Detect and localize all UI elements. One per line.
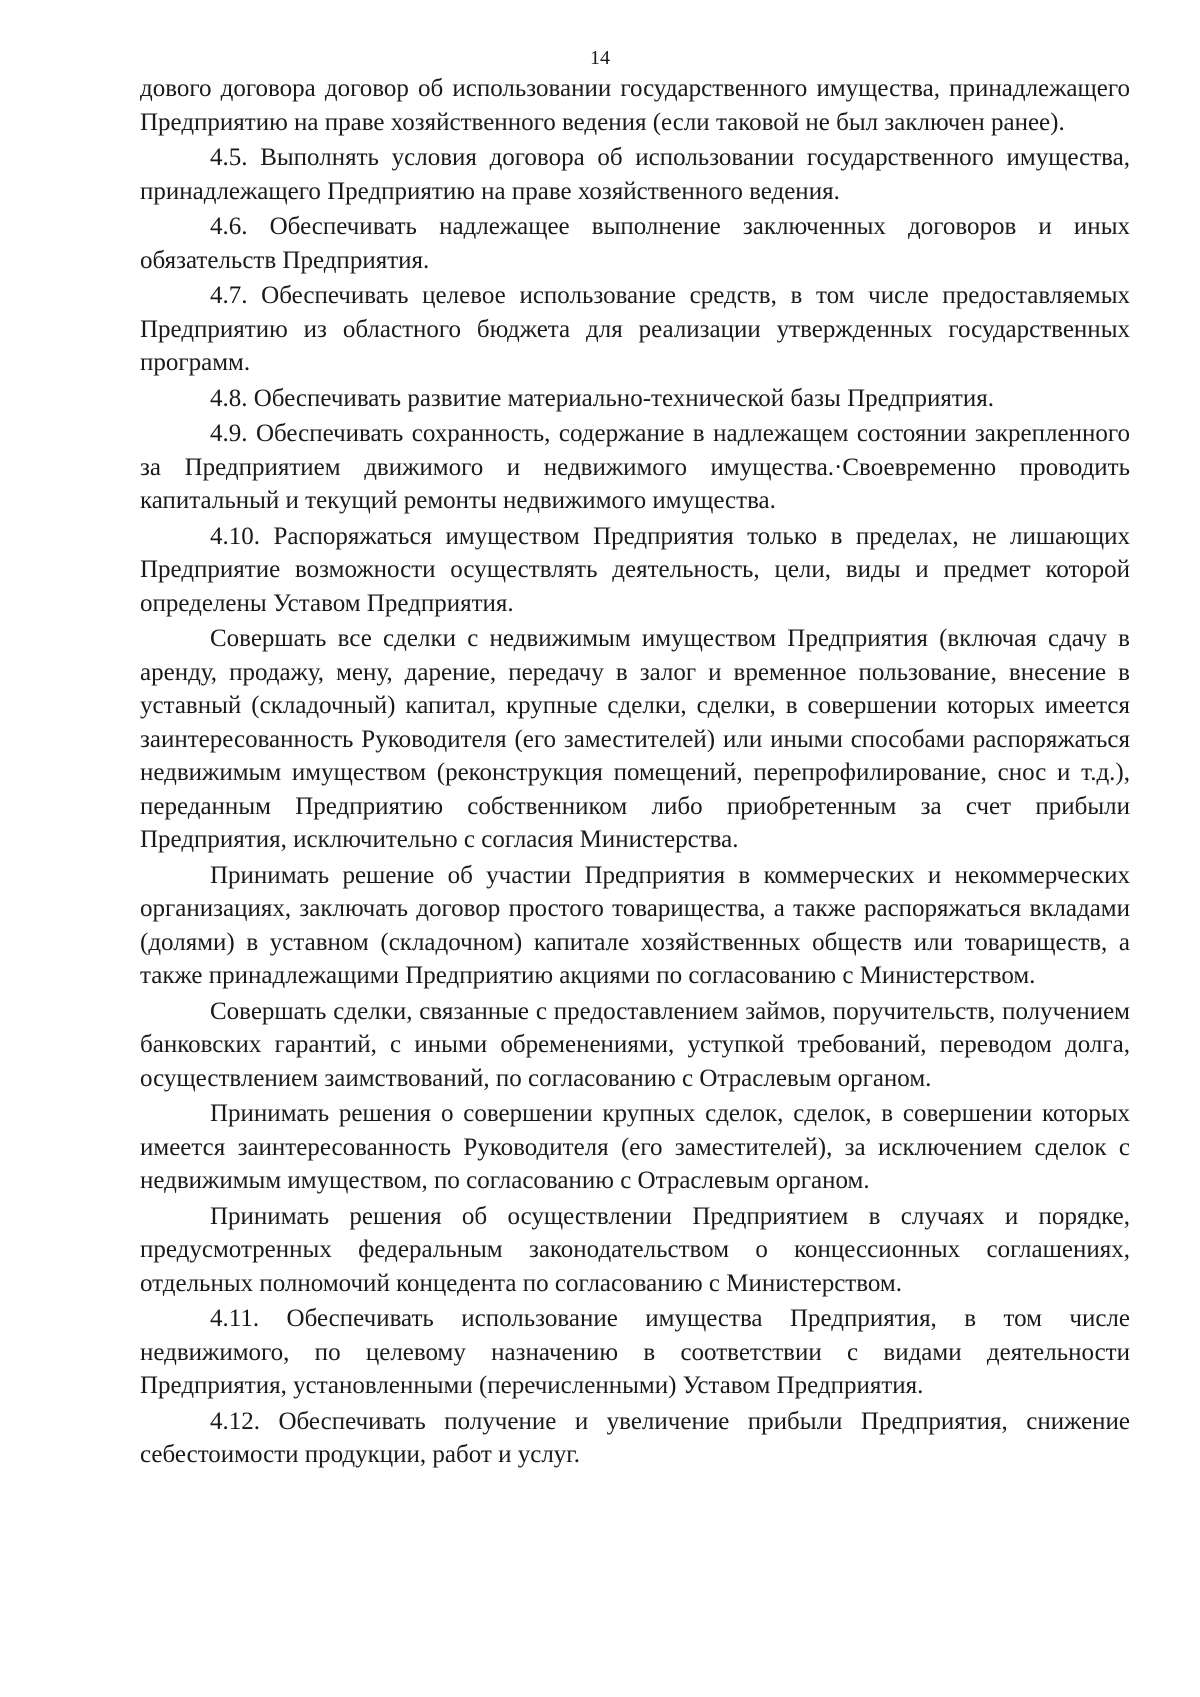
document-body <box>140 72 1130 1472</box>
paragraph-major-deals: Принимать решения о совершении крупных сделок, сделок, в совершении которых имеется заинтересованность Руководителя (его заместителей), за исключением сделок с недвижимым имуществом, по согласованию с Отраслевым органом. <box>140 1100 1130 1194</box>
paragraph-loans: Совершать сделки, связанные с предоставлением займов, поручительств, получением банковских гарантий, с иными обременениями, уступкой требований, переводом долга, осуществлением заимствований, по согласованию с Отраслевым органом. <box>140 997 1130 1092</box>
paragraph-4-9: 4.9. Обеспечивать сохранность, содержание в надлежащем состоянии закрепленного за Предприятием движимого и недвижимого имущества.·Своевременно проводить капитальный и текущий ремонты недвижимого имущества. <box>140 420 1130 514</box>
paragraph-4-8: 4.8. Обеспечивать развитие материально-технической базы Предприятия. <box>210 384 994 412</box>
paragraph-concession: Принимать решения об осуществлении Предприятием в случаях и порядке, предусмотренных федеральным законодательством о концессионных соглашениях, отдельных полномочий концедента по согласованию с Министерством. <box>140 1202 1130 1297</box>
paragraph-4-5: 4.5. Выполнять условия договора об использовании государственного имущества, принадлежащего Предприятию на праве хозяйственного ведения. <box>140 144 1130 205</box>
paragraph-4-6: 4.6. Обеспечивать надлежащее выполнение заключенных договоров и иных обязательств Предприятия. <box>140 213 1130 274</box>
paragraph-continuation: дового договора договор об использовании государственного имущества, принадлежащего Предприятию на праве хозяйственного ведения (если таковой не был заключен ранее). <box>140 75 1130 136</box>
paragraph-real-estate-deals: Совершать все сделки с недвижимым имуществом Предприятия (включая сдачу в аренду, продажу, мену, дарение, передачу в залог и временное пользование, внесение в уставный (складочный) капитал, крупные сделки, сделки, в совершении которых имеется заинтересованность Руководителя (его заместителей) или иными способами распоряжаться недвижимым имуществом (реконструкция помещений, перепрофилирование, снос и т.д.), переданным Предприятию собственником либо приобретенным за счет прибыли Предприятия, исключительно с согласия Министерства. <box>140 625 1130 853</box>
paragraph-4-12: 4.12. Обеспечивать получение и увеличение прибыли Предприятия, снижение себестоимости продукции, работ и услуг. <box>140 1407 1130 1468</box>
paragraph-4-7: 4.7. Обеспечивать целевое использование средств, в том числе предоставляемых Предприятию из областного бюджета для реализации утвержденных государственных программ. <box>140 282 1130 376</box>
paragraph-4-10: 4.10. Распоряжаться имуществом Предприятия только в пределах, не лишающих Предприятие возможности осуществлять деятельность, цели, виды и предмет которой определены Уставом Предприятия. <box>140 522 1130 617</box>
paragraph-participation: Принимать решение об участии Предприятия в коммерческих и некоммерческих организациях, заключать договор простого товарищества, а также распоряжаться вкладами (долями) в уставном (складочном) капитале хозяйственных обществ или товариществ, а также принадлежащими Предприятию акциями по согласованию с Министерством. <box>140 861 1130 989</box>
paragraph-4-11: 4.11. Обеспечивать использование имущества Предприятия, в том числе недвижимого, по целевому назначению в соответствии с видами деятельности Предприятия, установленными (перечисленными) Уставом Предприятия. <box>140 1305 1130 1399</box>
page-number: 14 <box>590 47 610 69</box>
